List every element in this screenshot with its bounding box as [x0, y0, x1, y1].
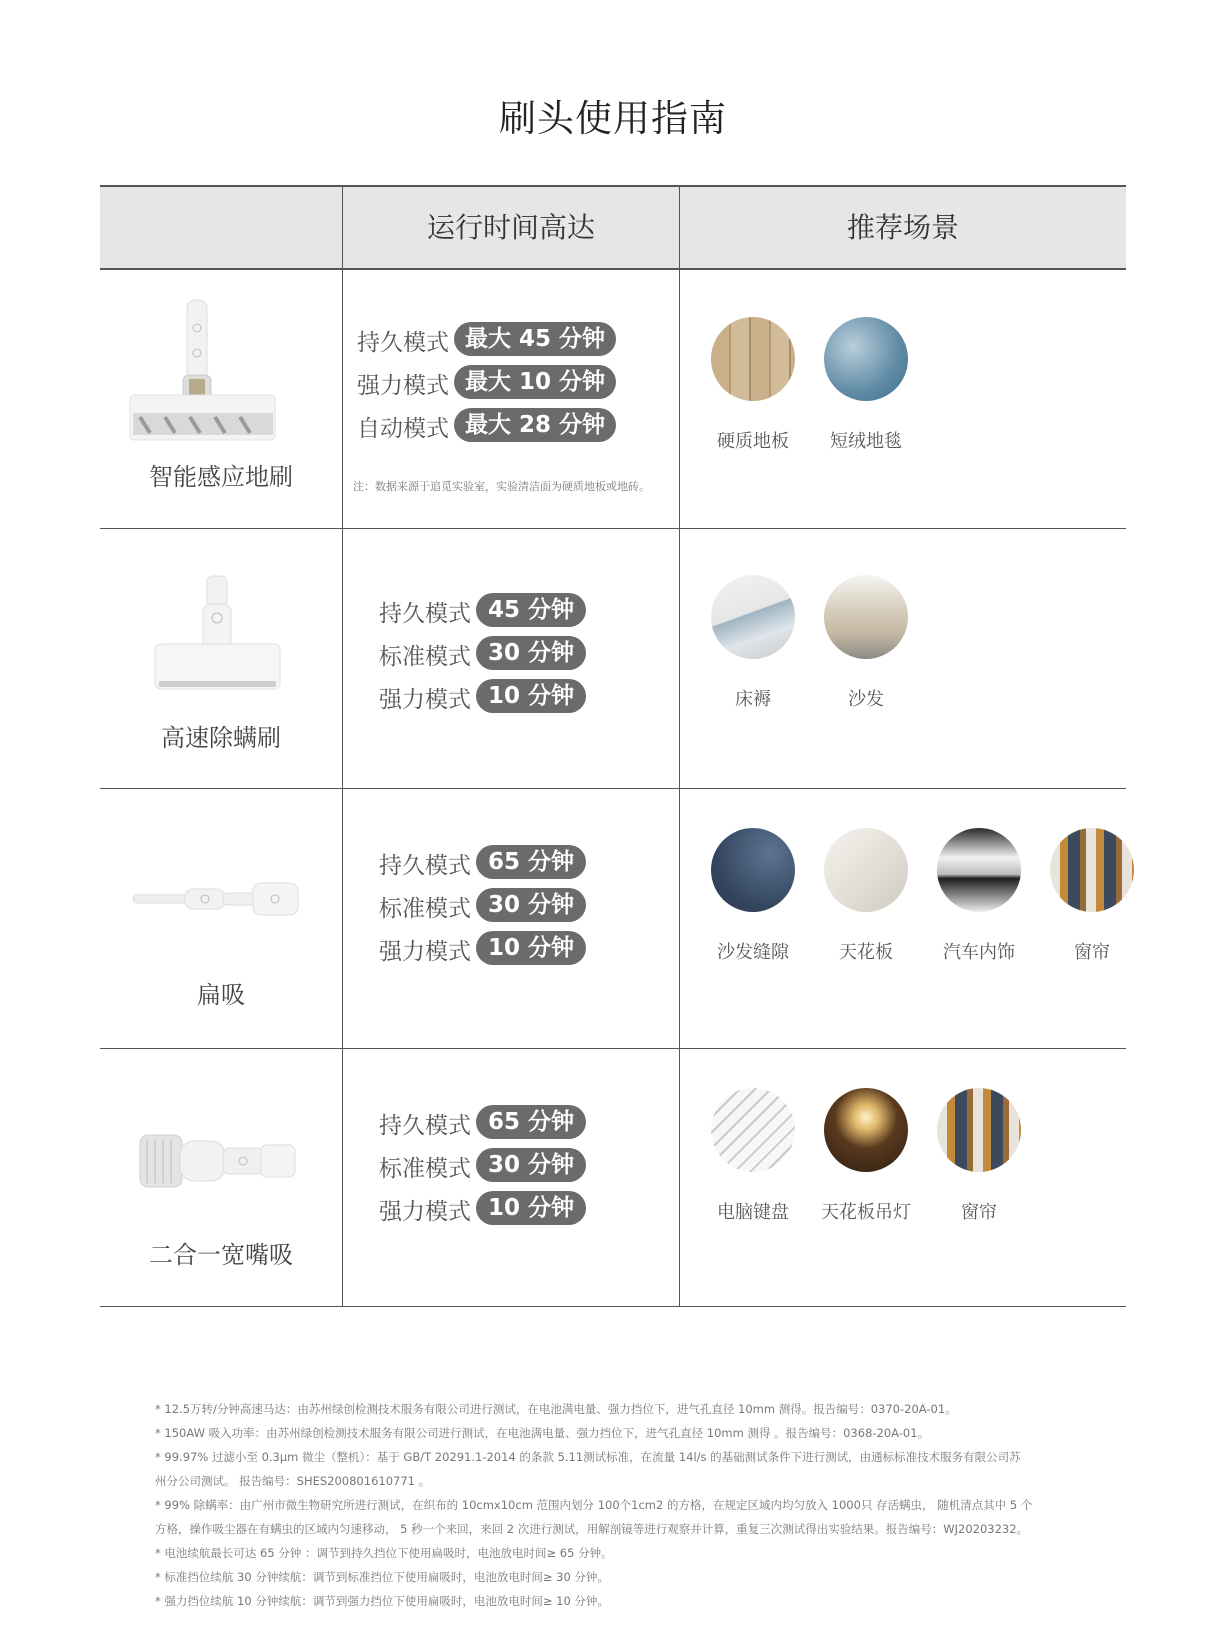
footnote: * 12.5万转/分钟高速马达：由苏州绿创检测技术服务有限公司进行测试，在电池满电量、强力挡位下，进气孔直径 10mm 测得。报告编号：0370-20A-01。	[155, 1402, 957, 1416]
scene-label: 汽车内饰	[943, 942, 1015, 963]
pendant-lamp-photo-icon	[824, 1088, 908, 1172]
runtime-badge: 30 分钟	[476, 636, 586, 670]
tool-name: 高速除螨刷	[161, 724, 281, 752]
floor-brush-image	[125, 295, 315, 445]
scene-label: 天花板	[839, 942, 893, 963]
scene-label: 硬质地板	[717, 431, 789, 452]
scene-item	[806, 575, 926, 711]
scene-item	[919, 1088, 1039, 1224]
mode-label: 强力模式	[379, 687, 471, 713]
scene-item	[919, 828, 1039, 964]
footnote: * 强力挡位续航 10 分钟续航：调节到强力挡位下使用扁吸时，电池放电时间≥ 10 分钟。	[155, 1594, 609, 1608]
mode-label: 持久模式	[357, 330, 449, 356]
mode-label: 强力模式	[379, 1199, 471, 1225]
ceiling-photo-icon	[824, 828, 908, 912]
footnote: * 标准挡位续航 30 分钟续航：调节到标准挡位下使用扁吸时，电池放电时间≥ 30 分钟。	[155, 1570, 609, 1584]
scene-item	[693, 575, 813, 711]
mode-label: 强力模式	[357, 373, 449, 399]
scene-item	[806, 828, 926, 964]
scene-label: 短绒地毯	[830, 431, 902, 452]
runtime-badge: 30 分钟	[476, 888, 586, 922]
wide-nozzle-image	[125, 1093, 315, 1243]
scene-item	[693, 317, 813, 453]
runtime-badge: 30 分钟	[476, 1148, 586, 1182]
page-title: 刷头使用指南	[499, 97, 727, 140]
bed-photo-icon	[711, 575, 795, 659]
row-divider	[100, 1306, 1126, 1307]
scene-label: 窗帘	[1074, 942, 1110, 963]
scene-item	[693, 828, 813, 964]
scene-item	[1032, 828, 1152, 964]
mode-label: 标准模式	[379, 1156, 471, 1182]
table-row	[100, 270, 1126, 528]
footnote: 方格，操作吸尘器在有螨虫的区域内匀速移动， 5 秒一个来回，来回 2 次进行测试，用解剖镜等进行观察并计算，重复三次测试得出实验结果。报告编号：WJ20203232。	[155, 1522, 1029, 1536]
runtime-badge: 最大 45 分钟	[454, 322, 616, 356]
runtime-badge: 最大 10 分钟	[454, 365, 616, 399]
footnote: * 99.97% 过滤小至 0.3μm 微尘（整机）：基于 GB/T 20291.1-2014 的条款 5.11测试标准，在流量 14l/s 的基础测试条件下进行测试，由通标标准技术服务有限公司苏	[155, 1450, 1021, 1464]
scene-label: 天花板吊灯	[821, 1202, 911, 1223]
footnote: 州分公司测试。 报告编号：SHES200801610771 。	[155, 1474, 431, 1488]
mode-label: 标准模式	[379, 896, 471, 922]
scene-item	[693, 1088, 813, 1224]
table-row	[100, 528, 1126, 788]
scene-item	[806, 317, 926, 453]
scene-label: 窗帘	[961, 1202, 997, 1223]
header-runtime: 运行时间高达	[426, 211, 595, 244]
footnote: * 电池续航最长可达 65 分钟 ：调节到持久挡位下使用扁吸时，电池放电时间≥ 65 分钟。	[155, 1546, 613, 1560]
mode-label: 自动模式	[357, 416, 449, 442]
mode-label: 标准模式	[379, 644, 471, 670]
tool-name: 扁吸	[197, 981, 245, 1009]
scene-label: 沙发缝隙	[717, 942, 789, 963]
sofa-photo-icon	[824, 575, 908, 659]
scene-label: 床褥	[735, 689, 771, 710]
sofa-gap-photo-icon	[711, 828, 795, 912]
runtime-badge: 10 分钟	[476, 679, 586, 713]
runtime-badge: 65 分钟	[476, 845, 586, 879]
tool-name: 智能感应地刷	[149, 463, 293, 491]
runtime-badge: 10 分钟	[476, 1191, 586, 1225]
header-scenes: 推荐场景	[846, 211, 959, 244]
data-source-note: 注：数据来源于追觅实验室，实验清洁面为硬质地板或地砖。	[353, 480, 650, 493]
runtime-badge: 65 分钟	[476, 1105, 586, 1139]
mite-brush-image	[125, 566, 315, 716]
table-row	[100, 788, 1126, 1048]
curtain-photo-icon	[937, 1088, 1021, 1172]
table-header	[100, 185, 1126, 270]
carpet-photo-icon	[824, 317, 908, 401]
wood-floor-photo-icon	[711, 317, 795, 401]
footnotes	[155, 1397, 1085, 1613]
scene-label: 沙发	[848, 689, 884, 710]
runtime-badge: 10 分钟	[476, 931, 586, 965]
header-tool	[100, 187, 342, 268]
tool-name: 二合一宽嘴吸	[149, 1241, 293, 1269]
table-row	[100, 1048, 1126, 1306]
curtain-photo-icon	[1050, 828, 1134, 912]
car-interior-photo-icon	[937, 828, 1021, 912]
runtime-badge: 45 分钟	[476, 593, 586, 627]
mode-label: 强力模式	[379, 939, 471, 965]
keyboard-photo-icon	[711, 1088, 795, 1172]
footnote: * 150AW 吸入功率：由苏州绿创检测技术服务有限公司进行测试，在电池满电量、强力挡位下，进气孔直径 10mm 测得 。报告编号：0368-20A-01。	[155, 1426, 930, 1440]
mode-label: 持久模式	[379, 853, 471, 879]
scene-item	[806, 1088, 926, 1224]
scene-label: 电脑键盘	[717, 1202, 789, 1223]
mode-label: 持久模式	[379, 601, 471, 627]
mode-label: 持久模式	[379, 1113, 471, 1139]
crevice-tool-image	[125, 833, 315, 983]
footnote: * 99% 除螨率：由广州市微生物研究所进行测试，在织布的 10cmx10cm 范围内划分 100个1cm2 的方格，在规定区域内均匀放入 1000只 存活螨虫， 随机清点其中 5 个	[155, 1498, 1033, 1512]
runtime-badge: 最大 28 分钟	[454, 408, 616, 442]
